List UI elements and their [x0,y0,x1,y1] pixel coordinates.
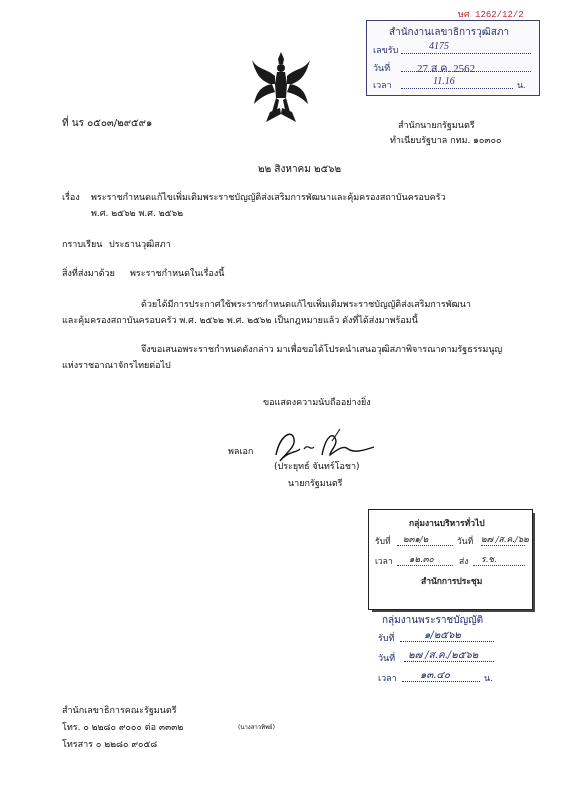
footer-phone-note: (นางสาวทิพย์) [238,724,275,731]
admin-received-value: ๒๓๑/๒ [403,535,429,545]
stamp-time-label: เวลา [373,80,392,90]
stamp-date-value: 27 ส.ค. 2562 [417,63,476,75]
sender-address: ทำเนียบรัฐบาล กทม. ๑๐๓๐๐ [390,136,502,146]
stamp-office: สำนักงานเลขาธิการวุฒิสภา [389,27,510,38]
reference-number: ที่ นร ๐๕๐๓/๒๙๕๙๑ [62,118,153,129]
subject-line-2: พ.ศ. ๒๕๖๒ พ.ศ. ๒๕๖๒ [91,209,184,219]
signer-title: นายกรัฐมนตรี [288,479,343,489]
law-received-value: ๑/๒๕๖๒ [424,630,461,641]
admin-sent-value: ร.ช. [481,555,497,565]
signer-rank: พลเอก [228,447,254,457]
admin-stamp-title: กลุ่มงานบริหารทั่วไป [409,519,485,529]
letter-date: ๒๒ สิงหาคม ๒๕๖๒ [258,164,342,175]
sender-office: สำนักนายกรัฐมนตรี [398,121,475,131]
footer-office: สำนักเลขาธิการคณะรัฐมนตรี [62,706,177,716]
closing: ขอแสดงความนับถืออย่างยิ่ง [263,398,371,408]
law-time-unit: น. [484,674,494,684]
reference-code: ษศ 1262/12/2 [458,10,524,20]
stamp-date-label: วันที่ [373,63,391,73]
paragraph-1-line-1: ด้วยได้มีการประกาศใช้พระราชกำหนดแก้ไขเพิ่มเติมพระราชบัญญัติส่งเสริมการพัฒนา [141,300,471,310]
salutation: ประธานวุฒิสภา [109,240,171,250]
paragraph-2-line-1: จึงขอเสนอพระราชกำหนดดังกล่าว มาเพื่อขอได้โปรดนำเสนอวุฒิสภาพิจารณาตามรัฐธรรมนูญ [141,345,503,355]
admin-office: สำนักการประชุม [421,577,483,587]
stamp-number-value: 4175 [429,41,449,52]
admin-stamp [368,509,533,610]
garuda-emblem-icon [250,50,312,124]
law-time-value: ๑๓.๔๐ [420,670,451,681]
law-time-label: เวลา [378,674,397,684]
stamp-time-value: 11.16 [433,76,455,87]
admin-sent-label: ส่ง [459,557,469,567]
salutation-label: กราบเรียน [62,240,103,250]
subject-label: เรื่อง [62,193,80,203]
enclosure: พระราชกำหนดในเรื่องนี้ [130,269,225,279]
footer-phone: โทร. ๐ ๒๒๘๐ ๙๐๐๐ ต่อ ๓๓๓๒ [62,723,184,733]
law-date-label: วันที่ [378,654,396,664]
enclosure-label: สิ่งที่ส่งมาด้วย [62,269,115,279]
admin-date-value: ๒๗ /ส.ค./๖๒ [481,535,529,545]
paragraph-2-line-2: แห่งราชอาณาจักรไทยต่อไป [62,361,171,371]
footer-fax: โทรสาร ๐ ๒๒๘๐ ๙๐๕๘ [62,740,158,750]
admin-received-label: รับที่ [375,537,391,547]
paragraph-1-line-2: และคุ้มครองสถาบันครอบครัว พ.ศ. ๒๕๖๒ พ.ศ. ๒๕๖๒ เป็นกฎหมายแล้ว ดังที่ได้ส่งมาพร้อมนี้ [62,316,418,326]
law-date-value: ๒๗ /ส.ค./๒๕๖๒ [408,650,479,661]
law-stamp-title: กลุ่มงานพระราชบัญญัติ [382,615,484,626]
admin-date-label: วันที่ [457,537,474,547]
received-stamp [366,20,540,96]
law-received-label: รับที่ [378,634,395,644]
subject-line-1: พระราชกำหนดแก้ไขเพิ่มเติมพระราชบัญญัติส่งเสริมการพัฒนาและคุ้มครองสถาบันครอบครัว [91,193,446,203]
admin-time-label: เวลา [375,557,393,567]
stamp-number-label: เลขรับ [373,45,399,55]
stamp-time-unit: น. [517,80,526,90]
admin-time-value: ๑๒.๓๐ [409,555,434,565]
signer-name: (ประยุทธ์ จันทร์โอชา) [274,462,360,472]
